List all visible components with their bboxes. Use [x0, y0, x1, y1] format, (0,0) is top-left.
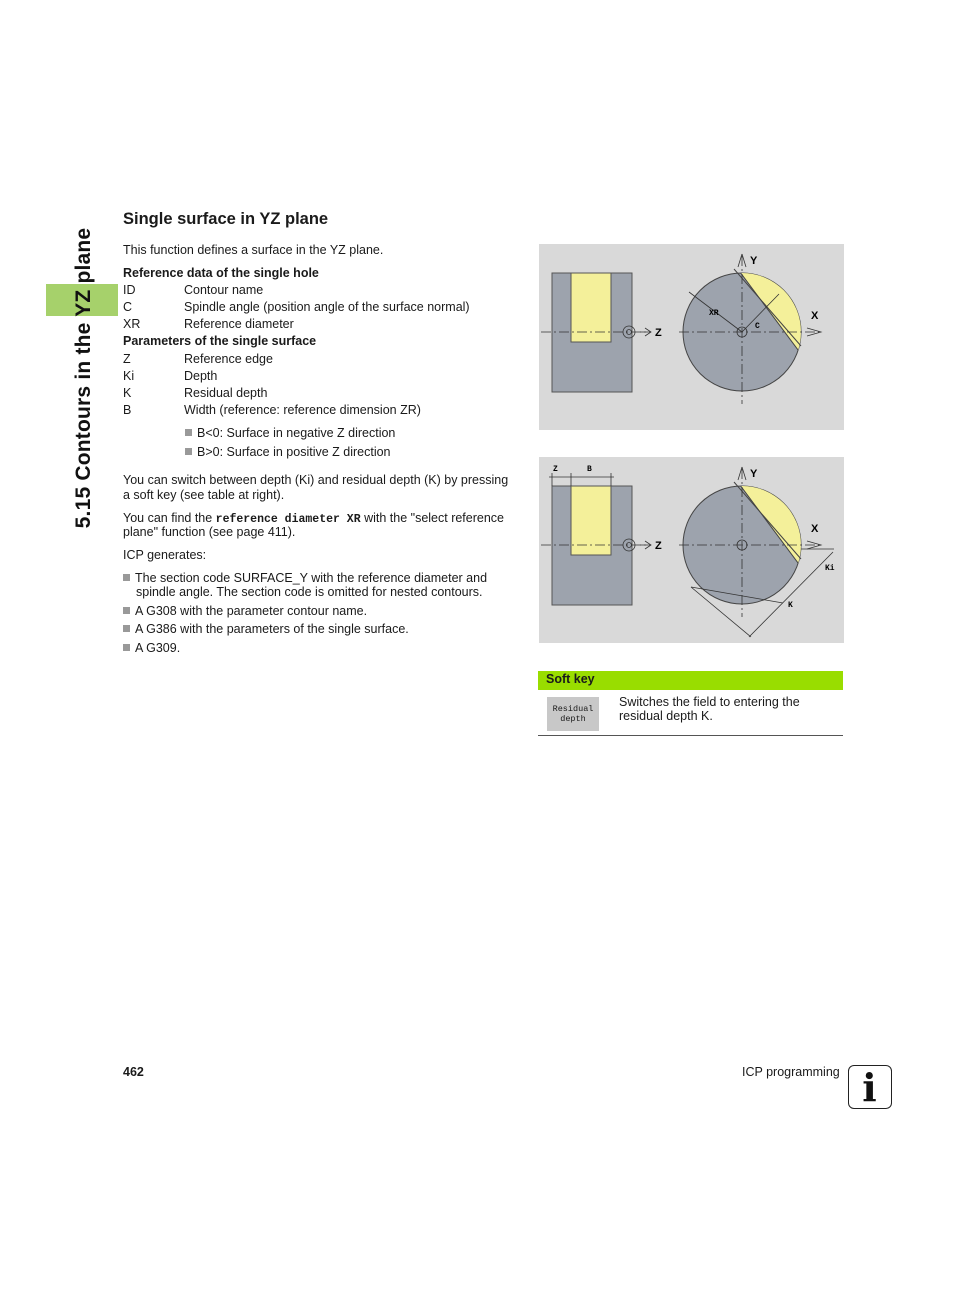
surf-desc: Width (reference: reference dimension ZR) — [184, 403, 421, 417]
label-z: Z — [655, 327, 662, 339]
bullet-square-icon — [123, 574, 130, 581]
surf-term: B — [123, 403, 132, 417]
surf-term: Ki — [123, 369, 135, 383]
find-text-line1: You can find the reference diameter XR with the "select reference — [123, 511, 505, 526]
info-glyph: i — [862, 1066, 877, 1107]
bullet-square-icon — [123, 625, 130, 632]
surf-heading: Parameters of the single surface — [123, 334, 317, 348]
b-bullet: B<0: Surface in negative Z direction — [185, 426, 395, 441]
label-x-2: X — [811, 523, 819, 535]
ref-desc: Contour name — [184, 283, 264, 297]
bullet-square-icon — [185, 448, 192, 455]
label-z-dim: Z — [553, 465, 558, 474]
label-ki: Ki — [825, 564, 835, 573]
page-number: 462 — [123, 1065, 144, 1079]
label-c: C — [755, 322, 760, 331]
residual-depth-softkey[interactable]: Residual depth — [547, 697, 599, 731]
figure-depth — [539, 457, 844, 643]
ref-desc: Spindle angle (position angle of the surface normal) — [184, 300, 470, 314]
label-k: K — [788, 601, 793, 610]
bullet-square-icon — [123, 644, 130, 651]
figure-depth-drawing — [539, 457, 844, 643]
ref-term: ID — [123, 283, 136, 297]
surf-desc: Residual depth — [184, 386, 268, 400]
icp-generates: ICP generates: — [123, 548, 207, 562]
b-bullet: B>0: Surface in positive Z direction — [185, 445, 391, 460]
label-b: B — [587, 465, 592, 474]
label-y-2: Y — [750, 468, 758, 480]
info-icon — [848, 1065, 892, 1109]
softkey-desc-line2: residual depth K. — [619, 709, 713, 723]
figure-reference-drawing — [539, 244, 844, 430]
ref-heading: Reference data of the single hole — [123, 266, 319, 280]
figure-reference — [539, 244, 844, 430]
label-x: X — [811, 310, 819, 322]
table-divider — [538, 735, 843, 736]
ref-term: C — [123, 300, 133, 314]
surf-term: Z — [123, 352, 131, 366]
section-heading: Single surface in YZ plane — [123, 210, 329, 228]
intro-text: This function defines a surface in the YZ plane. — [123, 243, 384, 257]
softkey-desc-line1: Switches the field to entering the — [619, 695, 800, 709]
label-xr: XR — [709, 309, 719, 318]
ref-desc: Reference diameter — [184, 317, 294, 331]
gen-bullet: A G308 with the parameter contour name. — [123, 604, 367, 619]
footer-section: ICP programming — [742, 1065, 840, 1079]
chapter-title — [64, 208, 104, 548]
softkey-table-header: Soft key — [538, 671, 843, 690]
ref-term: XR — [123, 317, 141, 331]
label-z-2: Z — [655, 540, 662, 552]
info-glyph-drawing — [849, 1066, 890, 1107]
surf-desc: Depth — [184, 369, 218, 383]
surf-term: K — [123, 386, 132, 400]
surf-desc: Reference edge — [184, 352, 273, 366]
gen-bullet: A G309. — [123, 641, 180, 656]
code-reference-diameter: reference diameter XR — [215, 513, 361, 526]
switch-text-line1: You can switch between depth (Ki) and residual depth (K) by pressing — [123, 473, 509, 487]
switch-text-line2: a soft key (see table at right). — [123, 488, 285, 502]
bullet-square-icon — [123, 607, 130, 614]
gen-bullet-cont: spindle angle. The section code is omitted for nested contours. — [136, 585, 483, 599]
find-text-line2: plane" function (see page 411). — [123, 525, 296, 539]
chapter-title-text: 5.15 Contours in the YZ plane — [72, 227, 95, 529]
label-y: Y — [750, 255, 758, 267]
gen-bullet: A G386 with the parameters of the single surface. — [123, 622, 409, 637]
bullet-square-icon — [185, 429, 192, 436]
gen-bullet: The section code SURFACE_Y with the reference diameter and — [123, 571, 487, 586]
